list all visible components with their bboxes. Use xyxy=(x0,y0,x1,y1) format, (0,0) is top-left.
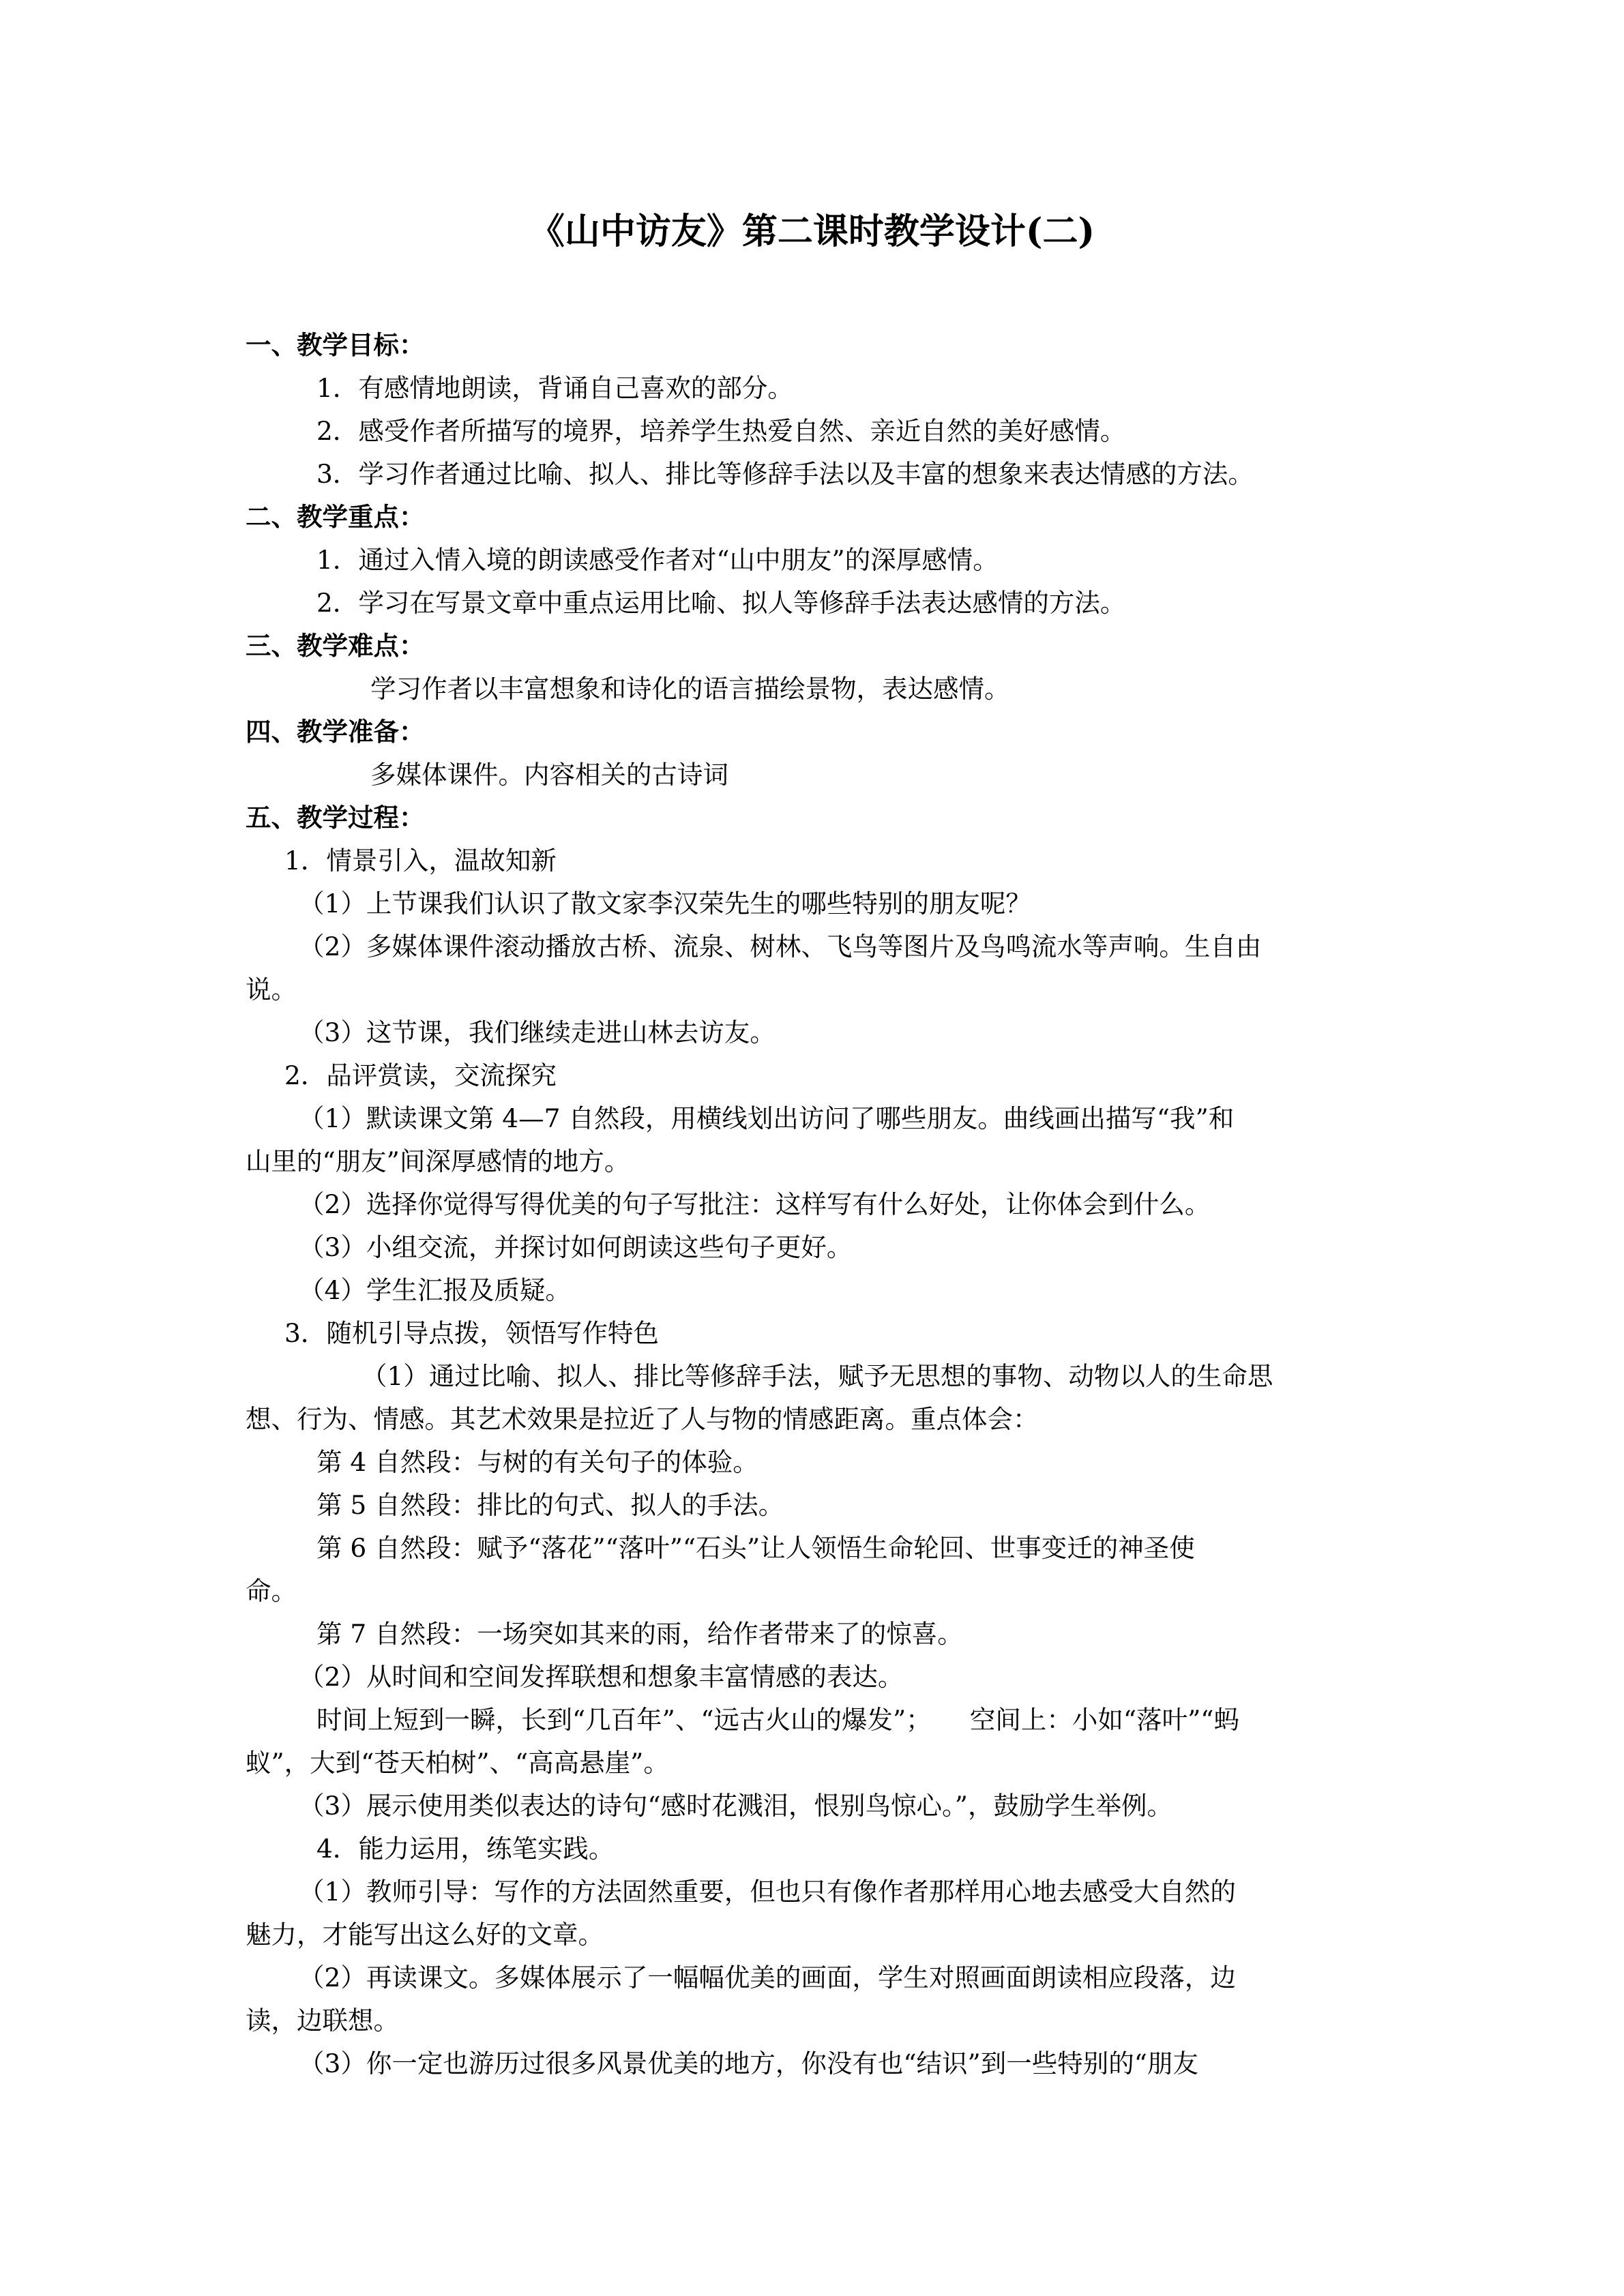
text-line: 时间上短到一瞬，长到“几百年”、“远古火山的爆发”； 空间上：小如“落叶”“蚂 xyxy=(316,1705,1239,1735)
text-line: （2）选择你觉得写得优美的句子写批注：这样写有什么好处，让你体会到什么。 xyxy=(299,1189,1211,1219)
section-heading: 五、教学过程： xyxy=(246,803,425,833)
text-line: 学习作者以丰富想象和诗化的语言描绘景物，表达感情。 xyxy=(370,674,1010,704)
section-heading: 三、教学难点： xyxy=(246,631,425,661)
text-line: 说。 xyxy=(246,974,297,1004)
document-title: 《山中访友》第二课时教学设计(二) xyxy=(529,211,1095,252)
text-line: 第 4 自然段：与树的有关句子的体验。 xyxy=(316,1447,758,1477)
text-line: （1）默读课文第 4—7 自然段，用横线划出访问了哪些朋友。曲线画出描写“我”和 xyxy=(299,1103,1235,1133)
text-line: （4）学生汇报及质疑。 xyxy=(299,1275,571,1305)
text-line: 想、行为、情感。其艺术效果是拉近了人与物的情感距离。重点体会： xyxy=(246,1404,1039,1434)
text-line: 2．学习在写景文章中重点运用比喻、拟人等修辞手法表达感情的方法。 xyxy=(316,588,1126,618)
document-body xyxy=(246,324,1383,2085)
text-line: 命。 xyxy=(246,1576,297,1606)
text-line: （3）你一定也游历过很多风景优美的地方，你没有也“结识”到一些特别的“朋友 xyxy=(299,2048,1198,2078)
text-line: （2）多媒体课件滚动播放古桥、流泉、树林、飞鸟等图片及鸟鸣流水等声响。生自由 xyxy=(299,931,1262,961)
text-line: 1．情景引入，温故知新 xyxy=(284,846,557,876)
text-line: 山里的“朋友”间深厚感情的地方。 xyxy=(246,1146,630,1176)
text-line: （2）再读课文。多媒体展示了一幅幅优美的画面，学生对照画面朗读相应段落，边 xyxy=(299,1963,1236,1993)
text-line: 蚁”，大到“苍天柏树”、“高高悬崖”。 xyxy=(246,1748,669,1778)
text-line: （1）上节课我们认识了散文家李汉荣先生的哪些特别的朋友呢？ xyxy=(299,889,1031,919)
text-line: （3）展示使用类似表达的诗句“感时花溅泪，恨别鸟惊心。”，鼓励学生举例。 xyxy=(299,1791,1172,1821)
text-line: 2．感受作者所描写的境界，培养学生热爱自然、亲近自然的美好感情。 xyxy=(316,416,1126,446)
text-line: 3．随机引导点拨，领悟写作特色 xyxy=(284,1318,659,1348)
section-heading: 四、教学准备： xyxy=(246,717,425,747)
text-line: 多媒体课件。内容相关的古诗词 xyxy=(370,760,728,790)
text-line: （1）教师引导：写作的方法固然重要，但也只有像作者那样用心地去感受大自然的 xyxy=(299,1877,1236,1907)
text-line: （3）这节课，我们继续走进山林去访友。 xyxy=(299,1017,776,1047)
section-heading: 一、教学目标： xyxy=(246,330,425,360)
text-line: 第 6 自然段：赋予“落花”“落叶”“石头”让人领悟生命轮回、世事变迁的神圣使 xyxy=(316,1533,1195,1563)
text-line: 读，边联想。 xyxy=(246,2006,399,2036)
text-line: （1）通过比喻、拟人、排比等修辞手法，赋予无思想的事物、动物以人的生命思 xyxy=(361,1361,1273,1391)
text-line: 4．能力运用，练笔实践。 xyxy=(316,1834,615,1864)
text-line: 第 7 自然段：一场突如其来的雨，给作者带来了的惊喜。 xyxy=(316,1619,963,1649)
section-heading: 二、教学重点： xyxy=(246,502,425,532)
text-line: （3）小组交流，并探讨如何朗读这些句子更好。 xyxy=(299,1232,853,1262)
text-line: 3．学习作者通过比喻、拟人、排比等修辞手法以及丰富的想象来表达情感的方法。 xyxy=(316,459,1254,489)
text-line: 1．有感情地朗读，背诵自己喜欢的部分。 xyxy=(316,373,793,403)
text-line: 第 5 自然段：排比的句式、拟人的手法。 xyxy=(316,1490,784,1520)
text-line: 2．品评赏读，交流探究 xyxy=(284,1060,557,1090)
text-line: 魅力，才能写出这么好的文章。 xyxy=(246,1920,604,1950)
text-line: （2）从时间和空间发挥联想和想象丰富情感的表达。 xyxy=(299,1662,904,1692)
text-line: 1．通过入情入境的朗读感受作者对“山中朋友”的深厚感情。 xyxy=(316,545,999,575)
